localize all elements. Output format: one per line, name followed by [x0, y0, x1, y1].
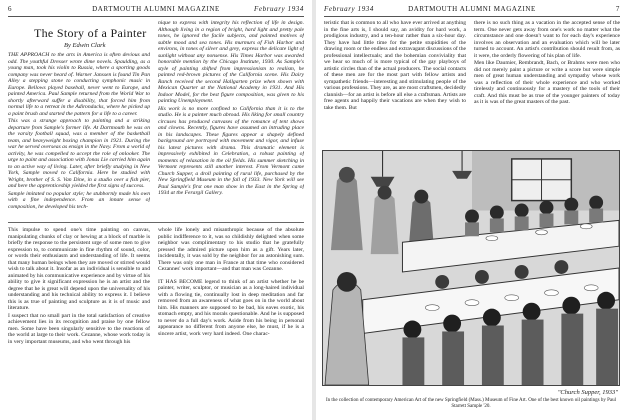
left-running-head: DARTMOUTH ALUMNI MAGAZINE	[92, 5, 220, 13]
body-paragraph: there is no such thing as a vacation in the accepted sense of the term. One never gets away from one's work no matter what the circumstance and one doesn't want to for each day's experience involves an observation and an evaluation which will be later turned to account. An artist's contribution should result from, as it were, the orderly flowering of his plan of life.	[474, 20, 620, 59]
right-page-header	[324, 5, 620, 15]
body-column-2	[158, 227, 304, 415]
intro-paragraph: THE APPROACH to the arts in America is often devious and odd. The youthful Dresser wrote dime novels. Spaulding, as a young man, took his violin to Russia, where a sporting goods company was never heard of. Warner Janssen is found Tin Pan Alley a stepping stone to conducting symphonic music in Europe. Bellows played baseball, never went to Europe, and painted America. Paul Sample returned from the World War to shortly afterward suffer a disability, that forced him from normal life to a retreat in the Adirondacks, where he picked up a paint brush and started the pattern for a life to a career.	[8, 52, 150, 117]
right-header-rule	[324, 16, 620, 17]
article-byline: By Edwin Clark	[64, 42, 106, 49]
body-paragraph: teristic that is common to all who have ever arrived at anything in the fine arts is, I should say, an avidity for hard work, a prodigious industry, and a ten-hour rather than a six-hour day. They have had little time for the petite stupidities of the drawing room or the endless and extravagant discussions of the professional intellectuals; and the bohemian conviviality that we hear so much of is more typical of the gay playboys of artistic circles than of the actual producers. The social contacts of these men are for the most part with fellow artists and sympathetic friends—interesting and stimulating people of the various professions. They are, as are most craftsmen, decidedly clannish—for an artist is before all else a craftsman. Artists are free agents and happily their vacations are when they wish to take them. But	[324, 20, 466, 111]
intro-paragraph: His work is no more confined to California than it is to the studio. He is a painter much abroad. His liking for small country circuses has produced canvases of the romance of tent shows and clowns. Recently, figures have assumed an intruding place in his landscapes. These figures appear a shapely defined background are portrayed with movement and vigor, and infuse his latest pictures with drama. This dramatic element is impressively exhibited in Celebration, a robust painting of moments of relaxation in the oil fields. His summer sketching in Vermont represents still another interest. From Vermont came Church Supper, a droll painting of rural life, purchased by the New Springfield Museum in the fall of 1933. New York will see Paul Sample's first one man show in the East in the Spring of 1934 at the Ferargil Gallery.	[158, 105, 304, 196]
intro-divider	[8, 222, 304, 223]
intro-paragraph: Sample imitated no popular style; he stubbornly made his own with a fine independence. From an innate sense of composition, he developed his tech-	[8, 190, 150, 210]
left-page-date: February 1934	[254, 5, 304, 13]
left-page	[0, 0, 312, 420]
body-paragraph: This impulse to spend one's time painting on canvas, manipulating chunks of clay or hewing at a block of marble is briefly the response to the persistent urge of some men to give expression to, to communicate in fine rhythm of sound, color, or words their enthusiasm and understanding of life. It seems that many human beings when they are moved or stirred would wish to talk about it. Insofar as an individual is sensible to and animated by his communicative experience and by virtue of his ability to give it significant expression he is an artist and the degree that he is great will depend upon the universality of his understanding and his technical ability to express it. I believe this is as true of painting and sculpture as it is of music and literature.	[8, 227, 150, 311]
body-column-1	[8, 227, 150, 415]
article-title: The Story of a Painter	[34, 26, 147, 40]
right-page-number: 7	[615, 5, 620, 13]
left-page-number: 6	[8, 5, 13, 13]
painting-illustration	[323, 151, 619, 385]
right-page	[316, 0, 628, 420]
body-paragraph: Men like Daumier, Rembrandt, Bach, or Brahms were men who did not merely paint a picture or write a score but were simple men of great human understanding and sympathy whose work was a reflection of their whole experience and who worked tirelessly and continuously for a mastery of the tools of their craft. And this must be as true of the younger painters of today as it is was of the great masters of the past.	[474, 60, 620, 105]
body-paragraph: whole life lonely and misanthropic because of the absolute public indifference to it, was so childishly delighted when some neighbor was complimentary to his studio that he gratefully pressed the admired picture upon him as a gift. Years later, incidentally, it was sold by the neighbor for an astonishing sum. There was only one man in France at that time who considered Cezannes' work important—and that man was Cezanne.	[158, 227, 304, 272]
intro-paragraph: This was a strange approach to painting and a striking departure from Sample's former life. At Dartmouth he was on the varsity football squad, was a member of the basketball team, and heavyweight boxing champion in 1921. During the war he served overseas as ensign in the Navy. From a world of activity, he was compelled to accept the role of onlooker. The urge to paint and association with Jonas Lie carried him again to an active way of living. Later, after briefly studying in New York, Sample moved to California. Here he studied with Wright, brother of S. S. Van Dine, in a studio over a fish pier, and here the apprenticeship yielded the first signs of success.	[8, 118, 150, 189]
left-header-rule	[8, 16, 304, 17]
intro-paragraph: nique to express with integrity his reflection of life in design. Although living in a region of bright, hard light and pretty pale tones, he ignored the facile subjects, and painted motives of subtle mood and sea tones. His murmurs of Fish Harbor and environs, in tones of silver and grey, express the delicate light of sunlight without any nonsense. His Times Harbor was awarded honorable mention by the Chicago Institute, 1930. As Sample's style of painting shifted from impressionism to realism, he painted red-brown pictures of the California scene. His Dairy Ranch received the second Hallgarten prize when shown with Mexican Quarter at the National Academy in 1931. And His Indoor Model, for the best figure composition, was given to his painting Unemployment.	[158, 20, 304, 104]
right-page-date: February 1934	[324, 5, 374, 13]
intro-column-1	[8, 52, 150, 218]
painting-caption-credit: In the collection of contemporary American Art of the new Springfield (Mass.) Museum of Fine Art. One of the best known oil paintings by Paul Starrett Sample '20.	[326, 398, 616, 409]
body-paragraph: IT HAS BECOME legend to think of an artist whether he be painter, writer, sculptor, or musician as a long-haired individual with a flowing tie, continually lost in deep meditation and far removed from an awareness of what goes on in the world about him. His manners are supposed to be bad, his eaves exotic, his stomach empty, and his morals questionable. And he is supposed to never do a full day's work. Aside from his being in personal appearance no different from anyone else, he must, if he is a sincere artist, work very hard indeed. One charac-	[158, 278, 304, 337]
church-supper-painting	[322, 150, 620, 386]
body-paragraph: I suspect that no small part in the total satisfaction of creative achievement lies in its recognition and praise by one fellow men. Some have been singularly sensitive to the reactions of the world at large to their work. Cezanne, whose work today is in very important museums, and who went through his	[8, 312, 150, 345]
right-running-head: DARTMOUTH ALUMNI MAGAZINE	[408, 5, 536, 13]
right-column-2	[474, 20, 620, 146]
painting-caption-title: "Church Supper, 1933"	[557, 389, 618, 396]
left-page-header	[8, 5, 304, 15]
intro-column-2	[158, 20, 304, 218]
right-column-1	[324, 20, 466, 146]
